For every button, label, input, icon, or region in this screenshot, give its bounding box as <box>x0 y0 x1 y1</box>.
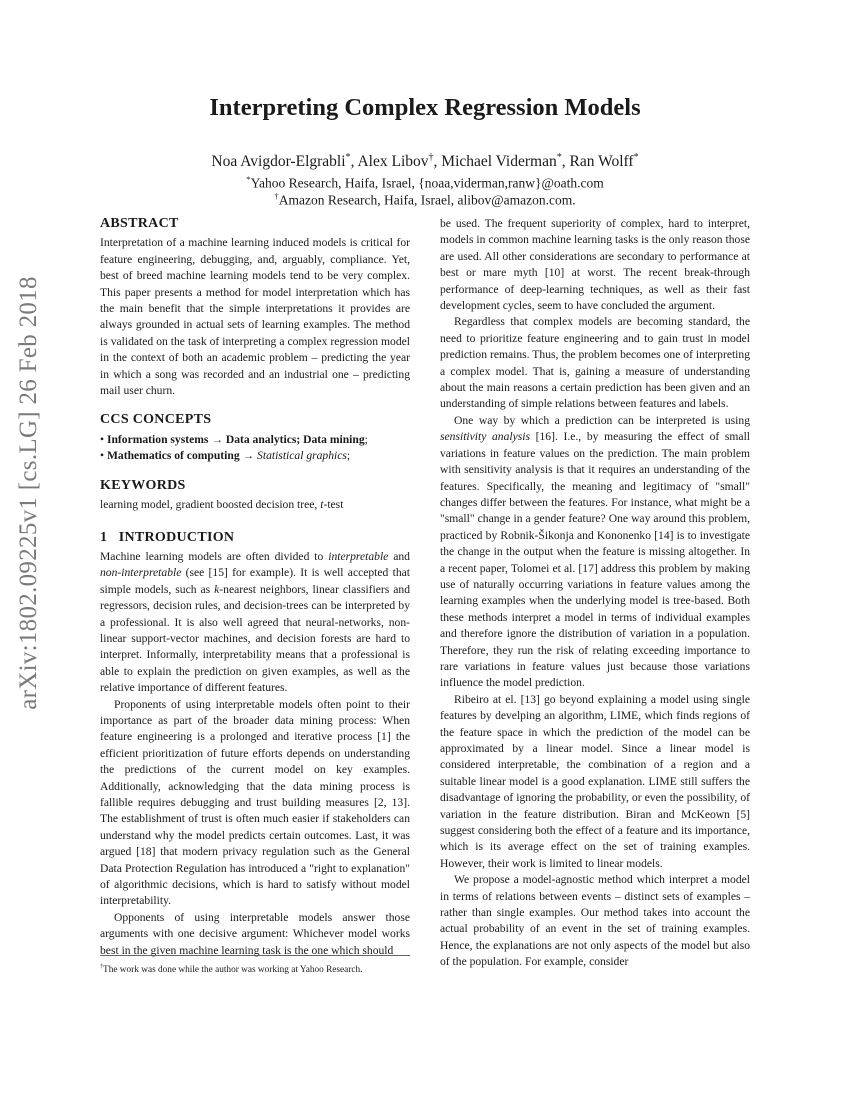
footnote-text: The work was done while the author was working at Yahoo Research. <box>103 965 363 976</box>
author-mark: * <box>556 152 562 163</box>
right-paragraph-5: We propose a model-agnostic method which interpret a model in terms of relations between events – distinct sets of examples – rather than single examples. Our method takes into account the actual probability of an event in the set of training examples. Hence, the explanations are not only aspects of the model but also of the population. For example, consider <box>440 873 750 969</box>
intro-paragraph-2: Proponents of using interpretable models often point to their importance as part of the broader data mining process: When feature engineering is a prolonged and iterative process [1] the efficient prioritization of future efforts depends on understanding the predictions of the current model on key examples. Additionally, acknowledging that the data mining process is fallible requires debugging and trust building measures [2, 13]. The establishment of trust is often much easier if stakeholders can understand why the model predicts certain outcomes. Last, it was argued [18] that modern privacy regulation such as the General Data Protection Regulation has introduced a "right to explanation" of algorithmic decisions, which is hard to satisfy without model interpretability. <box>100 697 410 908</box>
intro-paragraph-1: Machine learning models are often divided to interpretable and non-interpretable (see [15] for example). It is well accepted that simple models, such as k-nearest neighbors, linear classifiers and regressors, decision rules, and decision-trees can be interpreted by a professional. It is also well agreed that neural-networks, non-linear support-vector machines, and decision forests are hard to interpret. Informally, interpretability means that a professional is able to explain the prediction on given examples, as well as the relative importance of different features. <box>100 549 410 695</box>
right-paragraph-4: Ribeiro at el. [13] go beyond explaining a model using single features by develping an algorithm, LIME, which finds regions of the feature space in which the prediction of the model can be approximated by a linear model. Since a linear model is considered interpretable, the combination of a region and a suitable linear model is a good explanation. LIME still suffers the disadvantage of ignoring the probability, or even the possibility, of variation in the feature distribution. Biran and McKeown [5] suggest considering both the effect of a feature and its importance, which is its average effect on the set of training examples. However, their work is limited to linear models. <box>440 692 750 870</box>
author-list: Noa Avigdor-Elgrabli*, Alex Libov†, Michael Viderman*, Ran Wolff* <box>211 152 639 171</box>
affiliation-yahoo <box>0 174 850 192</box>
footnote-mark: † <box>100 964 104 970</box>
author-mark: * <box>633 152 639 163</box>
abstract-text: Interpretation of a machine learning induced models is critical for feature engineering, debugging, and, arguably, compliance. Yet, best of breed machine learning models tend to be very complex. This paper presents a method for model interpretation which has the main benefit that the simple interpretations it provides are always grounded in actual sets of learning examples. The method is validated on the task of interpreting a complex regression model in the context of both an academic problem – predicting the year in which a song was recorded and an industrial one – predicting mail user churn. <box>100 236 410 398</box>
author-mark: † <box>428 152 434 163</box>
arxiv-stamp <box>5 275 53 710</box>
keywords-text: learning model, gradient boosted decision tree, t-test <box>100 498 344 512</box>
keywords-heading: KEYWORDS <box>100 477 186 493</box>
author-name: Ran Wolff <box>569 153 634 171</box>
left-column <box>100 216 410 959</box>
affiliation-mark: * <box>246 174 251 184</box>
right-paragraph-1: be used. The frequent superiority of complex, hard to interpret, models in common machine learning tasks is the only reason those are used. All other considerations are secondary to performance at best or mare myth [10] at worst. The recent break-through performance of deep-learning techniques, as well as their fast development cycles, seem to have concluded the argument. <box>440 217 750 313</box>
author-name: Michael Viderman <box>441 153 557 171</box>
affiliation-mark: † <box>274 191 279 201</box>
right-column <box>440 216 750 971</box>
footnote-rule <box>100 955 410 956</box>
author-name: Noa Avigdor-Elgrabli <box>211 153 346 171</box>
intro-heading: 1 INTRODUCTION <box>100 529 235 545</box>
ccs-item: • Information systems → Data analytics; Data mining; <box>100 432 368 446</box>
abstract-heading: ABSTRACT <box>100 216 179 231</box>
affiliation-amazon <box>0 191 850 209</box>
right-paragraph-3: One way by which a prediction can be interpreted is using sensitivity analysis [16]. I.e., by measuring the effect of small variations in feature values on the prediction. The main problem with sensitivity analysis is that it requires an understanding of the features. Specifically, the meaning and legitimacy of "small" changes differ between the features. For instance, what might be a "small" change in a gender feature? One way around this problem, practiced by Robnik-Šikonja and Kononenko [14] is to investigate the change in the output when the feature is missing altogether. In a recent paper, Tolomei et al. [17] address this problem by making use of naturally occurring variations in feature values among the learning examples when the underlying model is tree-based. Both these methods interpret a model in terms of individual examples and therefore ignore the distribution of variation in a population. Therefore, they run the risk of relating exceeding importance to rare variations in feature values just because those variations influence the model prediction. <box>440 413 751 690</box>
ccs-heading: CCS CONCEPTS <box>100 412 212 428</box>
arxiv-stamp-text: arXiv:1802.09225v1 [cs.LG] 26 Feb 2018 <box>15 275 43 710</box>
right-paragraph-2: Regardless that complex models are becoming standard, the need to prioritize feature engineering and to gain trust in model prediction remains. Thus, the problem becomes one of interpreting a complex model. That is, gaining a measure of understanding about the main reasons a certain prediction has been given and an understanding of simple relations between features and labels. <box>440 315 750 411</box>
paper-title: Interpreting Complex Regression Models <box>209 94 641 121</box>
affiliation-text: Yahoo Research, Haifa, Israel, {noaa,viderman,ranw}@oath.com <box>250 175 604 191</box>
ccs-item: • Mathematics of computing → Statistical graphics; <box>100 449 351 463</box>
footnote <box>100 961 415 976</box>
author-mark: * <box>345 152 351 163</box>
intro-paragraph-3: Opponents of using interpretable models answer those arguments with one decisive argument: Whichever model works best in the given machine learning task is the one which should <box>100 910 410 957</box>
author-name: Alex Libov <box>357 153 429 171</box>
affiliation-text: Amazon Research, Haifa, Israel, alibov@amazon.com. <box>278 192 576 208</box>
